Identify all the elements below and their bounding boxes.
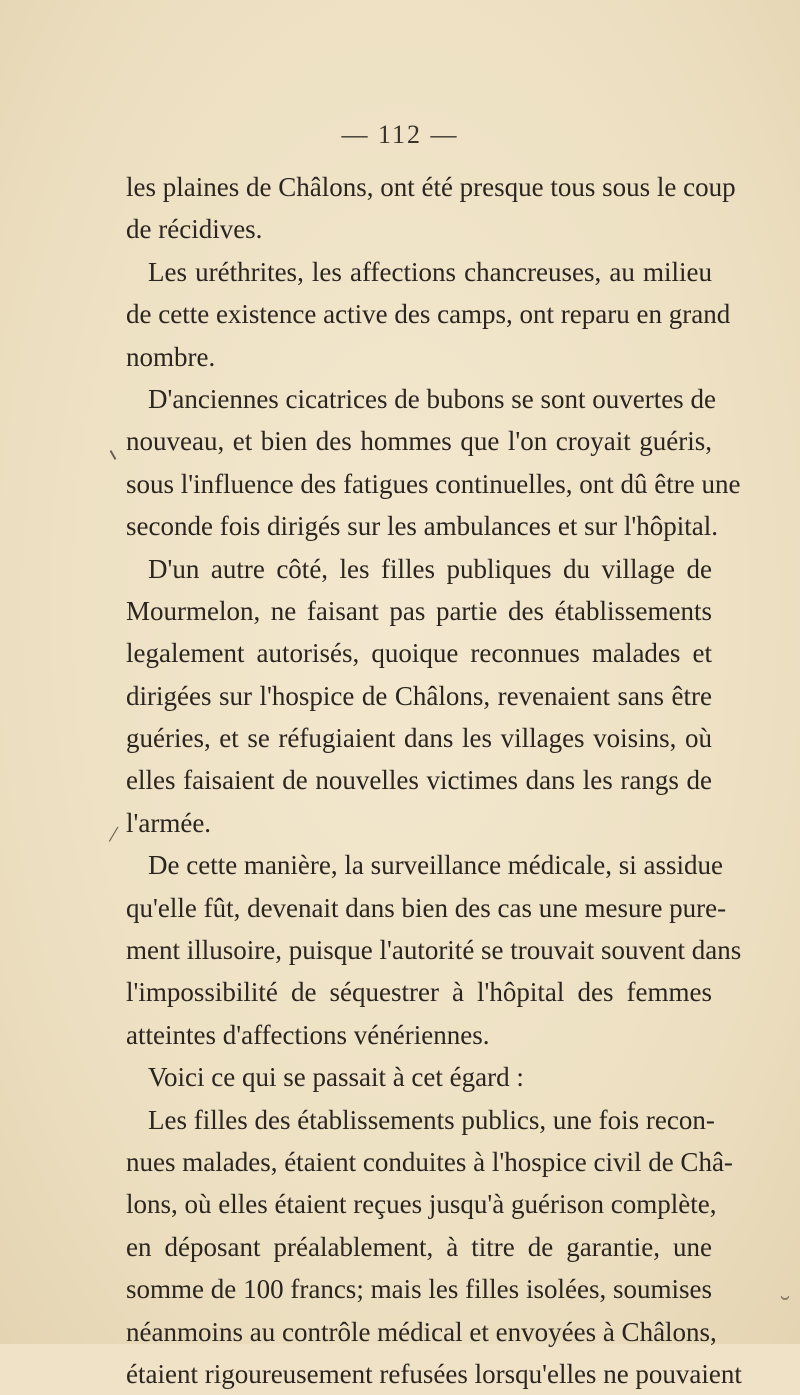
margin-slash-mark: / — [107, 821, 120, 849]
text-line: atteintes d'affections vénériennes. — [126, 1019, 490, 1050]
text-line: néanmoins au contrôle médical et envoyées à Châlons, — [126, 1316, 717, 1347]
text-line: nombre. — [126, 341, 216, 372]
text-line: Les uréthrites, les affections chancreuses, au milieu — [148, 256, 712, 287]
text-line: legalement autorisés, quoique reconnues malades et — [126, 638, 712, 669]
text-line: D'un autre côté, les filles publiques du village de — [148, 553, 712, 584]
text-line: elles faisaient de nouvelles victimes dans les rangs de — [126, 765, 712, 796]
text-line: l'armée. — [126, 807, 212, 838]
text-line: les plaines de Châlons, ont été presque tous sous le coup — [126, 172, 736, 202]
text-line: sous l'influence des fatigues continuelles, ont dû être une — [126, 468, 741, 499]
text-line: l'impossibilité de séquestrer à l'hôpital des femmes — [126, 977, 712, 1008]
text-line: D'anciennes cicatrices de bubons se sont ouvertes de — [148, 383, 716, 414]
text-line: étaient rigoureusement refusées lorsqu'elles ne pouvaient — [126, 1358, 742, 1389]
text-line: de cette existence active des camps, ont reparu en grand — [126, 299, 731, 330]
text-line: de récidives. — [126, 214, 263, 245]
text-line: en déposant préalablement, à titre de garantie, une — [126, 1231, 712, 1262]
page-number: — 112 — — [341, 120, 459, 149]
text-line: guéries, et se réfugiaient dans les villages voisins, où — [126, 723, 712, 754]
text-line: Les filles des établissements publics, une fois recon- — [148, 1104, 715, 1135]
text-line: somme de 100 francs; mais les filles isolées, soumises — [126, 1274, 712, 1305]
corner-mark: ˘ — [780, 1290, 790, 1323]
text-line: De cette manière, la surveillance médicale, si assidue — [148, 850, 723, 881]
text-line: seconde fois dirigés sur les ambulances et sur l'hôpital. — [126, 511, 718, 542]
text-line: lons, où elles étaient reçues jusqu'à guérison complète, — [126, 1189, 717, 1220]
text-line: Voici ce qui se passait à cet égard : — [148, 1062, 524, 1093]
body-text — [126, 166, 742, 1395]
text-line: qu'elle fût, devenait dans bien des cas une mesure pure- — [126, 892, 727, 923]
text-line: dirigées sur l'hospice de Châlons, revenaient sans être — [126, 680, 712, 711]
text-line: ment illusoire, puisque l'autorité se trouvait souvent dans — [126, 935, 742, 966]
text-line: nouveau, et bien des hommes que l'on croyait guéris, — [126, 426, 712, 457]
text-line: nues malades, étaient conduites à l'hospice civil de Châ- — [126, 1146, 733, 1177]
margin-mark — [110, 450, 117, 460]
text-line: Mourmelon, ne faisant pas partie des établissements — [126, 595, 712, 626]
